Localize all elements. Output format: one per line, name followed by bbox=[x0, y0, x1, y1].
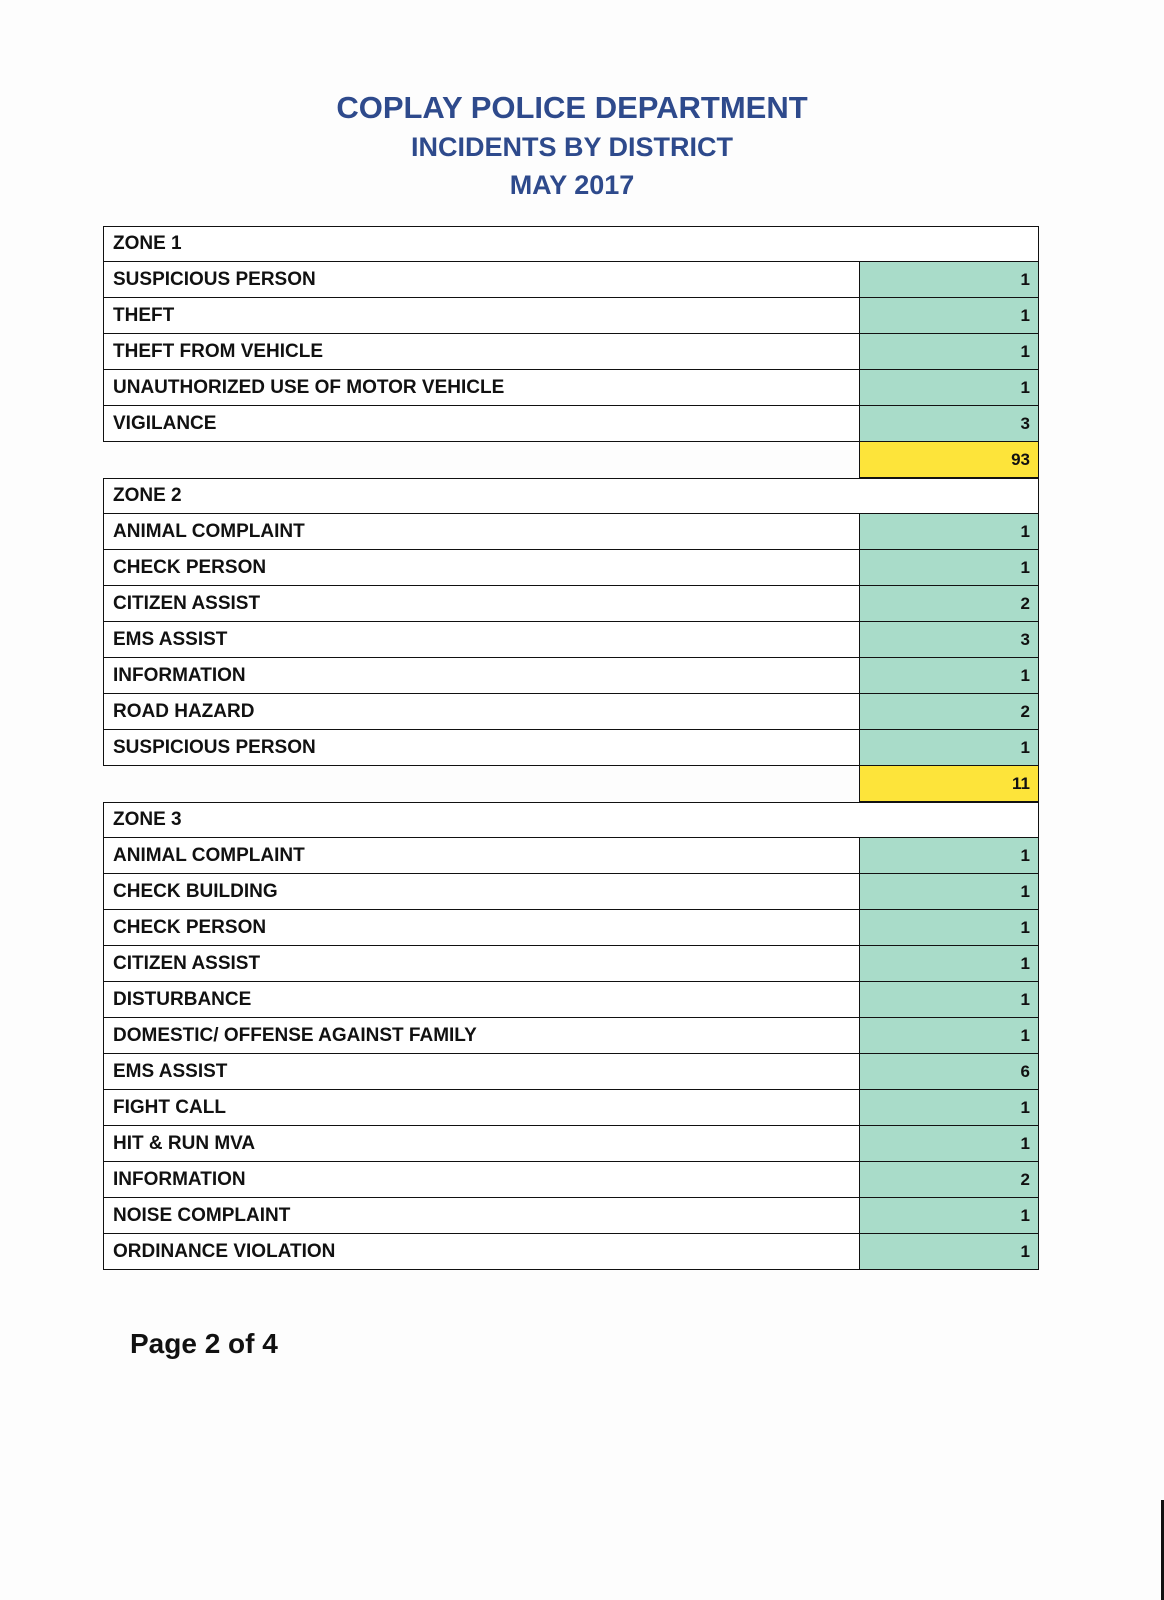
incident-type: CHECK PERSON bbox=[104, 550, 860, 585]
incident-type: ORDINANCE VIOLATION bbox=[104, 1234, 860, 1269]
incident-type: THEFT FROM VEHICLE bbox=[104, 334, 860, 369]
incident-type: SUSPICIOUS PERSON bbox=[104, 730, 860, 765]
incident-count: 1 bbox=[860, 1234, 1038, 1269]
table-row bbox=[103, 298, 1039, 334]
incident-count: 1 bbox=[860, 730, 1038, 765]
incident-count: 3 bbox=[860, 406, 1038, 441]
incident-count: 1 bbox=[860, 334, 1038, 369]
incident-type: THEFT bbox=[104, 298, 860, 333]
incident-count: 1 bbox=[860, 550, 1038, 585]
incident-count: 2 bbox=[860, 694, 1038, 729]
total-spacer bbox=[103, 442, 859, 478]
incident-type: SUSPICIOUS PERSON bbox=[104, 262, 860, 297]
table-row bbox=[103, 1126, 1039, 1162]
incident-type: ANIMAL COMPLAINT bbox=[104, 514, 860, 549]
table-row bbox=[103, 658, 1039, 694]
zone-total: 93 bbox=[859, 442, 1039, 478]
zone-header: ZONE 2 bbox=[103, 478, 1039, 514]
incident-type: UNAUTHORIZED USE OF MOTOR VEHICLE bbox=[104, 370, 860, 405]
page-number: Page 2 of 4 bbox=[130, 1328, 278, 1359]
incident-type: DISTURBANCE bbox=[104, 982, 860, 1017]
report-subtitle: INCIDENTS BY DISTRICT bbox=[410, 132, 734, 162]
incident-type: EMS ASSIST bbox=[104, 1054, 860, 1089]
table-row bbox=[103, 874, 1039, 910]
incident-type: CHECK BUILDING bbox=[104, 874, 860, 909]
incident-count: 1 bbox=[860, 658, 1038, 693]
incident-count: 2 bbox=[860, 1162, 1038, 1197]
table-row bbox=[103, 1162, 1039, 1198]
zone-total: 11 bbox=[859, 766, 1039, 802]
table-row bbox=[103, 946, 1039, 982]
table-row bbox=[103, 838, 1039, 874]
incidents-table bbox=[103, 226, 1039, 1270]
incident-type: ANIMAL COMPLAINT bbox=[104, 838, 860, 873]
incident-type: NOISE COMPLAINT bbox=[104, 1198, 860, 1233]
table-row bbox=[103, 1234, 1039, 1270]
incident-count: 6 bbox=[860, 1054, 1038, 1089]
incident-type: CITIZEN ASSIST bbox=[104, 586, 860, 621]
incident-count: 1 bbox=[860, 1198, 1038, 1233]
incident-type: INFORMATION bbox=[104, 1162, 860, 1197]
zone-total-row bbox=[103, 766, 1039, 802]
incident-count: 1 bbox=[860, 298, 1038, 333]
table-row bbox=[103, 730, 1039, 766]
incident-count: 3 bbox=[860, 622, 1038, 657]
table-row bbox=[103, 406, 1039, 442]
incident-count: 1 bbox=[860, 874, 1038, 909]
incident-count: 1 bbox=[860, 514, 1038, 549]
total-spacer bbox=[103, 766, 859, 802]
table-row bbox=[103, 370, 1039, 406]
report-period: MAY 2017 bbox=[509, 170, 635, 200]
incident-count: 1 bbox=[860, 370, 1038, 405]
department-title: COPLAY POLICE DEPARTMENT bbox=[336, 90, 808, 125]
incident-count: 1 bbox=[860, 838, 1038, 873]
table-row bbox=[103, 1198, 1039, 1234]
incident-count: 1 bbox=[860, 1090, 1038, 1125]
incident-type: HIT & RUN MVA bbox=[104, 1126, 860, 1161]
table-row bbox=[103, 1018, 1039, 1054]
table-row bbox=[103, 622, 1039, 658]
table-row bbox=[103, 550, 1039, 586]
incident-count: 2 bbox=[860, 586, 1038, 621]
incident-count: 1 bbox=[860, 946, 1038, 981]
incident-type: DOMESTIC/ OFFENSE AGAINST FAMILY bbox=[104, 1018, 860, 1053]
incident-type: CHECK PERSON bbox=[104, 910, 860, 945]
zone-header: ZONE 1 bbox=[103, 226, 1039, 262]
incident-type: INFORMATION bbox=[104, 658, 860, 693]
incident-type: ROAD HAZARD bbox=[104, 694, 860, 729]
table-row bbox=[103, 982, 1039, 1018]
incident-type: VIGILANCE bbox=[104, 406, 860, 441]
incident-count: 1 bbox=[860, 1126, 1038, 1161]
incident-count: 1 bbox=[860, 910, 1038, 945]
incident-type: EMS ASSIST bbox=[104, 622, 860, 657]
incident-type: CITIZEN ASSIST bbox=[104, 946, 860, 981]
table-row bbox=[103, 262, 1039, 298]
table-row bbox=[103, 1090, 1039, 1126]
zone-header: ZONE 3 bbox=[103, 802, 1039, 838]
incident-count: 1 bbox=[860, 1018, 1038, 1053]
table-row bbox=[103, 514, 1039, 550]
table-row bbox=[103, 1054, 1039, 1090]
table-row bbox=[103, 586, 1039, 622]
table-row bbox=[103, 910, 1039, 946]
zone-total-row bbox=[103, 442, 1039, 478]
incident-count: 1 bbox=[860, 262, 1038, 297]
table-row bbox=[103, 334, 1039, 370]
incident-count: 1 bbox=[860, 982, 1038, 1017]
table-row bbox=[103, 694, 1039, 730]
incident-type: FIGHT CALL bbox=[104, 1090, 860, 1125]
